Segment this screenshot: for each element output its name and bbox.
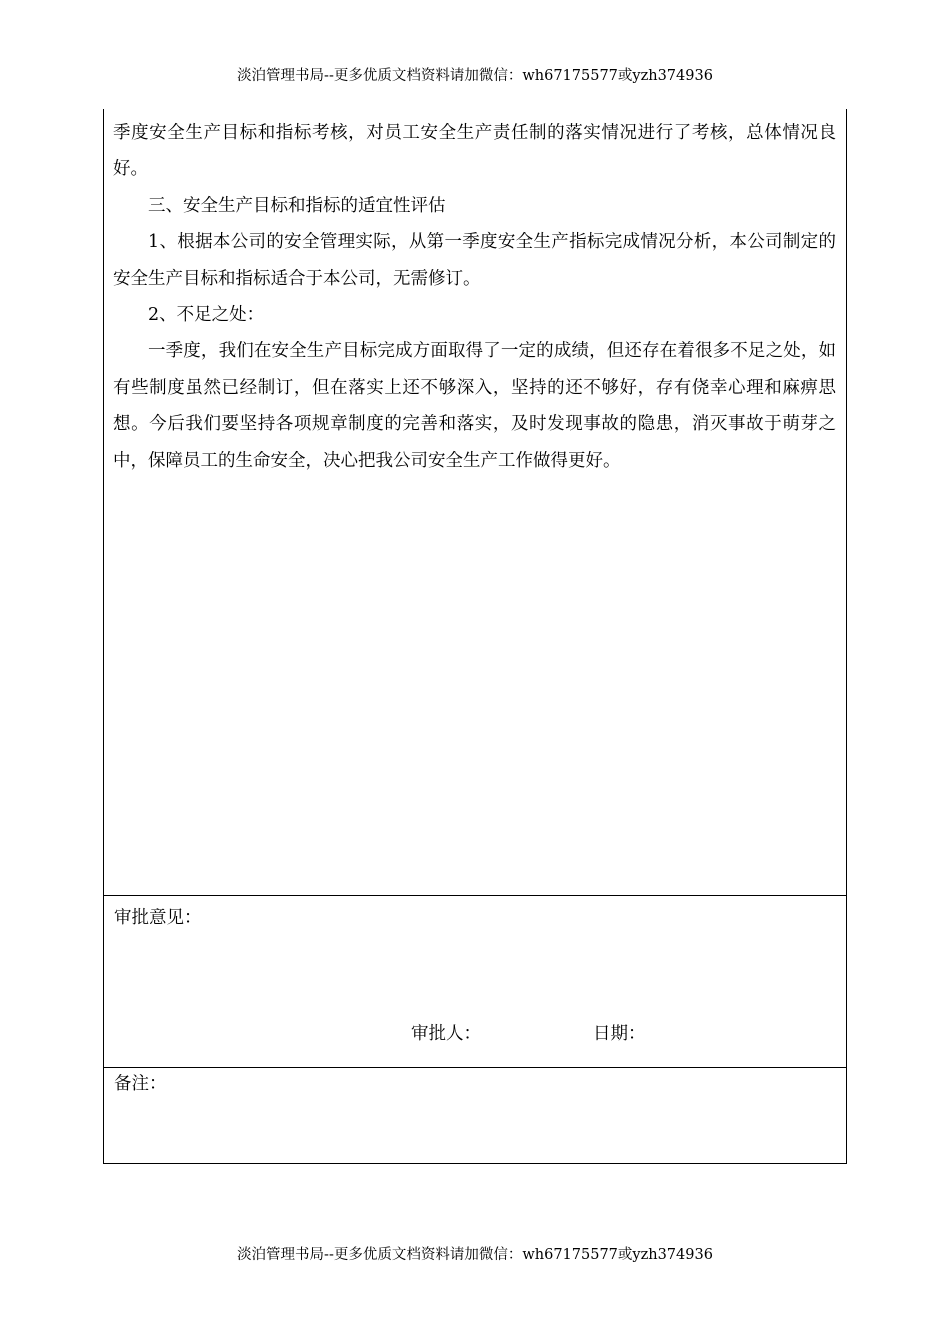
page-footer: 淡泊管理书局--更多优质文档资料请加微信：wh67175577或yzh374936 — [237, 1247, 713, 1263]
content-paragraph-shortcomings: 一季度，我们在安全生产目标完成方面取得了一定的成绩，但还存在着很多不足之处，如有些制度虽然已经制订，但在落实上还不够深入，坚持的还不够好，存有侥幸心理和麻痹思想。今后我们要坚持各项规章制度的完善和落实，及时发现事故的隐患，消灭事故于萌芽之中，保障员工的生命安全，决心把我公司安全生产工作做得更好。 — [113, 341, 836, 471]
approval-date-label: 日期： — [593, 1024, 646, 1044]
approval-cell — [104, 895, 846, 1067]
approver-label: 审批人： — [411, 1024, 481, 1044]
report-content-cell — [104, 109, 846, 895]
remarks-label: 备注： — [114, 1074, 167, 1094]
content-paragraph-item-2: 2、不足之处： — [148, 305, 265, 326]
page-header: 淡泊管理书局--更多优质文档资料请加微信：wh67175577或yzh374936 — [237, 68, 713, 84]
approval-opinion-label: 审批意见： — [114, 908, 202, 928]
content-paragraph-item-1: 1、根据本公司的安全管理实际，从第一季度安全生产指标完成情况分析，本公司制定的安全生产目标和指标适合于本公司，无需修订。 — [113, 232, 836, 289]
remarks-cell — [104, 1067, 846, 1163]
content-paragraph-1: 季度安全生产目标和指标考核，对员工安全生产责任制的落实情况进行了考核，总体情况良好。 — [113, 123, 836, 180]
report-form-table — [103, 109, 847, 1164]
section-heading-suitability: 三、安全生产目标和指标的适宜性评估 — [148, 195, 446, 216]
